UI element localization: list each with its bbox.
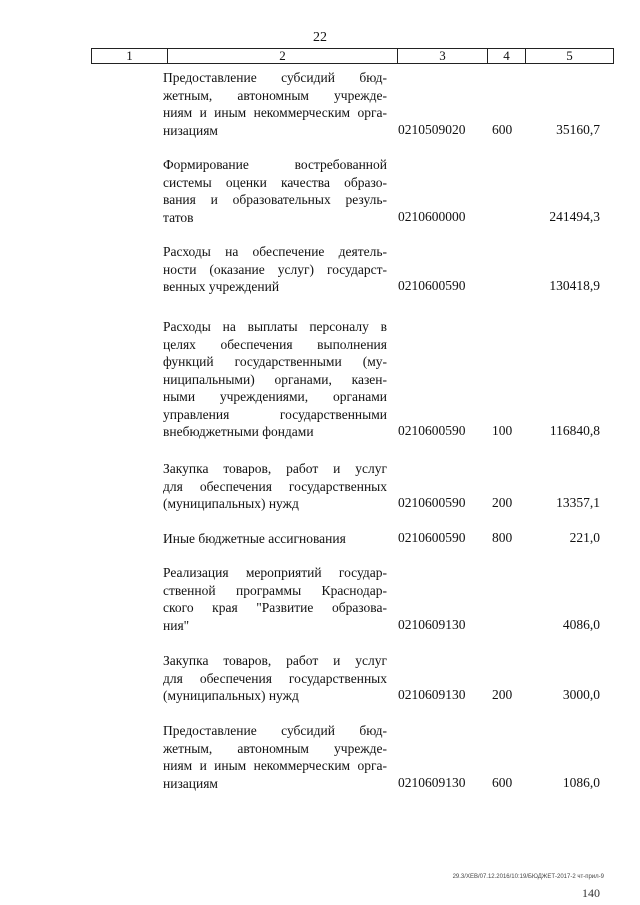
expense-name-line: (муниципальных) нужд xyxy=(163,688,299,703)
amount: 4086,0 xyxy=(562,616,600,632)
target-code: 0210600590 xyxy=(398,530,466,545)
expense-name-line: функций государственными (му- xyxy=(163,354,387,369)
target-code: 0210609130 xyxy=(398,616,466,632)
expense-type-code: 200 xyxy=(492,687,513,702)
expense-name-line: системы оценки качества образо- xyxy=(163,174,387,190)
expense-name-line: Предоставление субсидий бюд- xyxy=(163,723,387,738)
expense-name-line: Закупка товаров, работ и услуг xyxy=(163,653,387,668)
target-code: 0210600000 xyxy=(398,208,466,224)
expense-name-line: ниципальными) органами, казен- xyxy=(163,371,387,387)
expense-name-line: жетным, автономным учрежде- xyxy=(163,740,387,756)
expense-name-line: ниям и иным некоммерческим орга- xyxy=(163,758,387,773)
expense-name xyxy=(163,460,387,513)
expense-name-line: низациям xyxy=(163,122,218,138)
expense-name-line: ственной программы Краснодар- xyxy=(163,582,387,598)
expense-type-code: 600 xyxy=(492,774,513,790)
amount: 241494,3 xyxy=(549,208,600,224)
expense-name-line: Предоставление субсидий бюд- xyxy=(163,70,387,85)
target-code: 0210509020 xyxy=(398,121,466,137)
expense-name-line: Закупка товаров, работ и услуг xyxy=(163,461,387,476)
target-code: 0210600590 xyxy=(398,423,466,438)
expense-name xyxy=(163,652,387,705)
target-code: 0210609130 xyxy=(398,687,466,702)
expense-name-line: Расходы на обеспечение деятель- xyxy=(163,244,387,259)
expense-name-line: ния" xyxy=(163,617,190,633)
expense-name xyxy=(163,722,387,792)
expense-name xyxy=(163,243,387,296)
expense-name-line: для обеспечения государственных xyxy=(163,478,387,494)
amount: 130418,9 xyxy=(549,278,600,293)
page-number: 22 xyxy=(313,30,327,45)
expense-type-code: 600 xyxy=(492,121,513,137)
expense-name-line: внебюджетными фондами xyxy=(163,424,314,439)
expense-name xyxy=(163,564,387,634)
header-col-1: 1 xyxy=(126,48,133,63)
target-code: 0210600590 xyxy=(398,278,466,293)
table-header xyxy=(91,48,614,64)
expense-type-code: 200 xyxy=(492,495,513,510)
expense-name-line: ности (оказание услуг) государст- xyxy=(163,261,387,277)
header-col-2: 2 xyxy=(279,48,286,63)
expense-name-line: ными учреждениями, органами xyxy=(163,389,387,404)
amount: 3000,0 xyxy=(562,687,600,702)
expense-name-line: (муниципальных) нужд xyxy=(163,496,299,511)
expense-name-line: низациям xyxy=(163,775,218,791)
expense-name-line: Иные бюджетные ассигнования xyxy=(163,531,346,546)
expense-name xyxy=(163,156,387,226)
amount: 13357,1 xyxy=(556,495,600,510)
expense-name-line: Формирование востребованной xyxy=(163,157,387,172)
expense-name xyxy=(163,69,387,139)
expense-name-line: управления государственными xyxy=(163,406,387,422)
header-col-4: 4 xyxy=(503,48,510,63)
amount: 35160,7 xyxy=(556,121,600,137)
sheet-number: 140 xyxy=(582,886,600,900)
expense-name-line: целях обеспечения выполнения xyxy=(163,336,387,352)
expense-type-code: 100 xyxy=(492,423,513,438)
amount: 116840,8 xyxy=(549,423,600,438)
expense-name-line: Расходы на выплаты персоналу в xyxy=(163,319,387,334)
expense-name-line: ниям и иным некоммерческим орга- xyxy=(163,105,387,120)
document-reference: 29.3/ХЕВ/07.12.2016/10:19/БЮДЖЕТ-2017-2 чт-прил-9 xyxy=(452,874,604,880)
expense-name-line: ского края "Развитие образова- xyxy=(163,600,387,615)
header-col-3: 3 xyxy=(439,48,446,63)
expense-name-line: жетным, автономным учрежде- xyxy=(163,87,387,103)
target-code: 0210609130 xyxy=(398,774,466,790)
expense-name xyxy=(163,530,387,548)
expense-name-line: для обеспечения государственных xyxy=(163,670,387,686)
header-col-5: 5 xyxy=(566,48,573,63)
expense-name-line: венных учреждений xyxy=(163,279,280,294)
expense-name xyxy=(163,318,387,441)
target-code: 0210600590 xyxy=(398,495,466,510)
expense-name-line: Реализация мероприятий государ- xyxy=(163,565,387,580)
expense-name-line: татов xyxy=(163,209,194,225)
expense-name-line: вания и образовательных резуль- xyxy=(163,192,387,207)
amount: 1086,0 xyxy=(562,774,600,790)
expense-type-code: 800 xyxy=(492,530,513,545)
amount: 221,0 xyxy=(569,530,600,545)
